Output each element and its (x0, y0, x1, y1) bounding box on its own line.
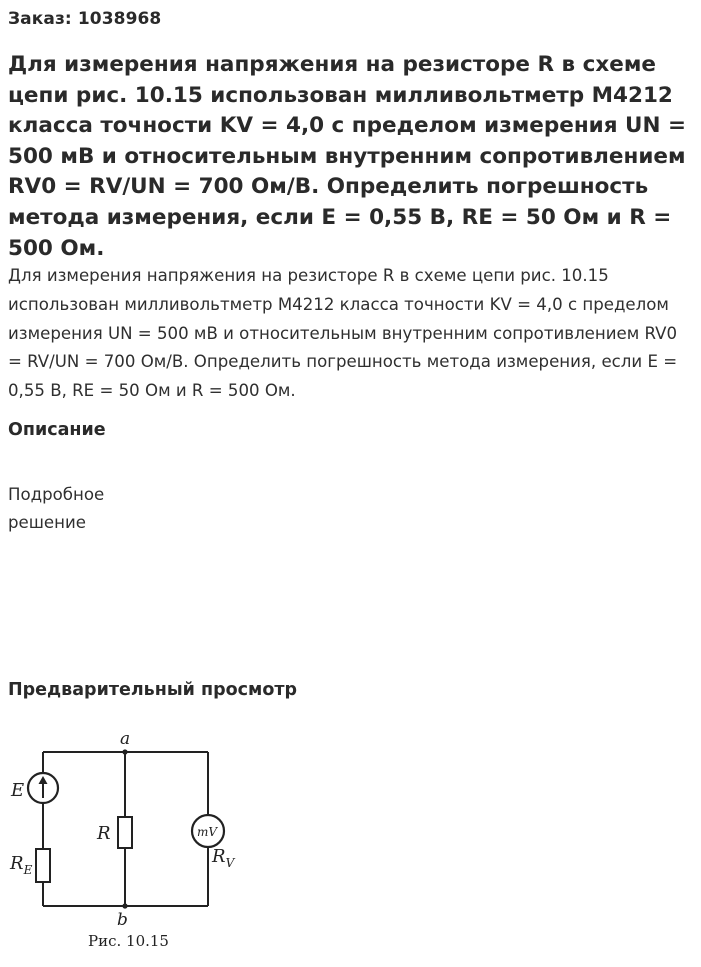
resistor-icon (118, 817, 132, 848)
description-line-2: решение (8, 513, 86, 532)
label-source: E (11, 780, 25, 801)
voltage-source-icon (28, 773, 58, 803)
node-b-dot (122, 903, 127, 908)
page-title: Для измерения напряжения на резисторе R в схеме цепи рис. 10.15 использован милливольтметр М4212 класса точности KV = 4,0 с пределом измерения UN = 500 мВ и относительным внутренним сопротивлением RV0 = RV/UN = 700 Ом/В. Определить погрешность метода измерения, если E = 0,55 В, RE = 50 Ом и R = 500 Ом. (8, 52, 686, 261)
label-node-b: b (117, 910, 128, 930)
figure-caption: Рис. 10.15 (88, 932, 169, 950)
label-source-resistor: $R_E$ (10, 853, 33, 877)
description-line-1: Подробное (8, 485, 105, 504)
problem-statement: Для измерения напряжения на резисторе R в схеме цепи рис. 10.15 использован милливольтметр М4212 класса точности KV = 4,0 с пределом измерения UN = 500 мВ и относительным внутренним сопротивлением RV0 = RV/UN = 700 Ом/В. Определить погрешность метода измерения, если E = 0,55 В, RE = 50 Ом и R = 500 Ом. (8, 266, 678, 401)
source-resistor-icon (36, 849, 50, 882)
circuit-diagram (0, 724, 290, 964)
order-number: Заказ: 1038968 (8, 9, 162, 29)
description-heading: Описание (8, 420, 106, 440)
label-resistor: R (97, 823, 111, 844)
preview-heading: Предварительный просмотр (8, 680, 298, 700)
circuit-preview-image (0, 724, 290, 964)
label-meter: mV (197, 825, 218, 839)
label-meter-resistance: $R_V$ (212, 846, 235, 870)
description-text (8, 481, 148, 537)
label-node-a: a (120, 729, 131, 749)
node-a-dot (122, 749, 127, 754)
